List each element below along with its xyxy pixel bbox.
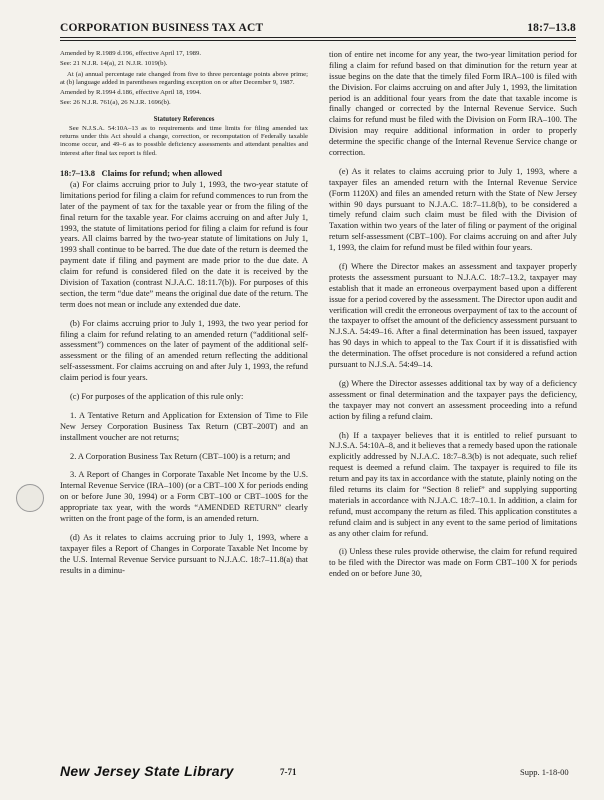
supplement-date: Supp. 1-18-00 bbox=[520, 767, 569, 777]
header-section-range: 18:7–13.8 bbox=[527, 22, 576, 34]
paragraph-d: (d) As it relates to claims accruing prior to July 1, 1993, where a taxpayer files a Report of Changes in Corporate Taxable Net Income by the U.S. Internal Revenue Service pursuant to N.J.A.C. 18:7–11.8(a) that results in a diminu- bbox=[60, 532, 308, 575]
page-number: 7-71 bbox=[280, 767, 297, 777]
paragraph-c: (c) For purposes of the application of this rule only: bbox=[70, 392, 244, 401]
header-title: CORPORATION BUSINESS TAX ACT bbox=[60, 22, 264, 34]
history-note: At (a) annual percentage rate changed from five to three percentage points above prime; at (b) language added in parentheses regarding exception on or after December 9, 1987. bbox=[60, 70, 308, 86]
right-column bbox=[329, 50, 577, 588]
paragraph-f: (f) Where the Director makes an assessment and taxpayer properly protests the assessment pursuant to N.J.A.C. 18:7–13.2, taxpayer may establish that it made an erroneous overpayment based upon a different issue for a period covered by the assessment. The Director upon audit and verification will credit the erroneous overpayment of tax to the account of the taxpayer to offset the amount of the deficiency assessment pursuant to N.J.S.A. 54:49–16. After a final determination has been issued, taxpayer has 90 days in which to appeal to the Tax Court if it is dissatisfied with the determination. The offset procedure is not considered a refund action pursuant to N.J.S.A. 54:49–14. bbox=[329, 262, 577, 370]
paragraph-c-3: 3. A Report of Changes in Corporate Taxable Net Income by the U.S. Internal Revenue Service (IRA–100) (or a CBT–100 X for periods ending on or before June 30, 1994) or a Form CBT–100 or CBT–100S for the appropriate tax year, with the words “AMENDED RETURN” clearly written on the front page of the form, is an amended return. bbox=[60, 470, 308, 524]
section-title: Claims for refund; when allowed bbox=[101, 167, 223, 178]
paragraph-d-continued: tion of entire net income for any year, the two-year limitation period for filing a claim for refund based on that diminution for the return year at issue begins on the date that the timely filed Form IRA–100 is filed with the Division. For claims accruing on and after July 1, 1993, the limitation period is an additional four years from the date that taxable income is finally changed or corrected by the Internal Revenue Service. Such claims for refund must be filed with the Division on Form IRA–100. The Division may require additional information in order to properly determine the specific change of the Internal Revenue Service change or correction. bbox=[329, 50, 577, 158]
left-column bbox=[60, 50, 308, 584]
paragraph-i: (i) Unless these rules provide otherwise, the claim for refund required to be filed with the Director was made on Form CBT–100 X for periods ended on or before June 30, bbox=[329, 547, 577, 579]
statutory-references-text: See N.J.S.A. 54:10A–13 as to requirements and time limits for filing amended tax returns under this Act should a change, correction, or recomputation of Federally taxable income occur, and 49–6 as to possible deficiency assessments and attendant penalties and interest after final tax report is filed. bbox=[60, 124, 308, 157]
section-heading bbox=[60, 168, 308, 178]
statutory-references-title: Statutory References bbox=[153, 115, 215, 123]
header-rule bbox=[60, 37, 576, 38]
paragraph-e: (e) As it relates to claims accruing prior to July 1, 1993, where a taxpayer files an amended return with the Internal Revenue Service (Form 1120X) and files an amended return with the State of New Jersey within 90 days pursuant to N.J.A.C. 18:7–11.8(b), to be considered a timely refund claim such claim must be filed with the Division of Taxation within two years of the later of filing or payment of the original return self-assessment (CBT–100). For claims accruing on and after July 1, 1993, the claim for refund must be filed within four years. bbox=[329, 166, 577, 253]
paragraph-a: (a) For claims accruing prior to July 1, 1993, the two-year statute of limitations period for filing a claim for refund commences to run from the later of the payment of tax for the taxable year or from the filing of the final return for the taxable year. For claims accruing on and after July 1, 1993, the statute of limitations period for filing a claim for refund is four years. All claims barred by the two-year statute of limitations on July 1, 1993 shall continue to be barred. The due date of the return is deemed the payment date if filing and payment are made prior to the due date. A claim for refund is considered filed on the date it is received by the Division of Taxation (contrast N.J.A.C. 18:11.7(b)). For purposes of this section, the term “due date” means the original due date of the return. The term does not mean or include any extended due date. bbox=[60, 179, 308, 309]
history-note: See: 21 N.J.R. 14(a), 21 N.J.R. 1019(b). bbox=[60, 60, 168, 68]
section-number: 18:7–13.8 bbox=[60, 167, 96, 178]
history-notes bbox=[60, 50, 308, 108]
paragraph-c-1: 1. A Tentative Return and Application for Extension of Time to File New Jersey Corporation Business Tax Return (CBT–200T) and an installment voucher are not returns; bbox=[60, 410, 308, 442]
paragraph-h: (h) If a taxpayer believes that it is entitled to relief pursuant to N.J.S.A. 54:10A–8, and it believes that a remedy based upon the rationale explicitly addressed by N.J.A.C. 18:7–8.3(b) is not adequate, such relief request is deemed a refund claim. The taxpayer is required to file its return and pay its tax in accordance with the statute, plainly noting on the filed returns its claim for “Section 8 relief” and supplying supporting materials in accordance with N.J.A.C. 18:7–10.1. In addition, a claim for refund, must accompany the return as filed. This application constitutes a refund claim and is subject in any event to the same period of limitations as any other claim for refund. bbox=[329, 430, 577, 538]
running-header bbox=[60, 22, 576, 34]
history-note: Amended by R.1989 d.196, effective April 17, 1989. bbox=[60, 50, 202, 57]
paragraph-b: (b) For claims accruing prior to July 1, 1993, the two year period for filing a claim for refund relating to an amended return (“additional self-assessment”) commences on the later of payment of the additional self-assessment or the filing of an amended return reflecting the additional self-assessment. For claims accruing on and after July 1, 1993, the refund claim period is four years. bbox=[60, 318, 308, 383]
history-note: Amended by R.1994 d.186, effective April 18, 1994. bbox=[60, 89, 202, 97]
paragraph-c-2: 2. A Corporation Business Tax Return (CBT–100) is a return; and bbox=[70, 451, 291, 461]
library-logo: New Jersey State Library bbox=[60, 763, 234, 779]
paragraph-g: (g) Where the Director assesses additional tax by way of a deficiency assessment or final determination and the taxpayer pays the deficiency, the taxpayer may not convert an assessment proceeding into a refund action by filing a refund claim. bbox=[329, 378, 577, 421]
header-rule-thin bbox=[60, 40, 576, 41]
punch-hole bbox=[16, 484, 44, 512]
history-note: See: 26 N.J.R. 761(a), 26 N.J.R. 1696(b). bbox=[60, 99, 171, 107]
